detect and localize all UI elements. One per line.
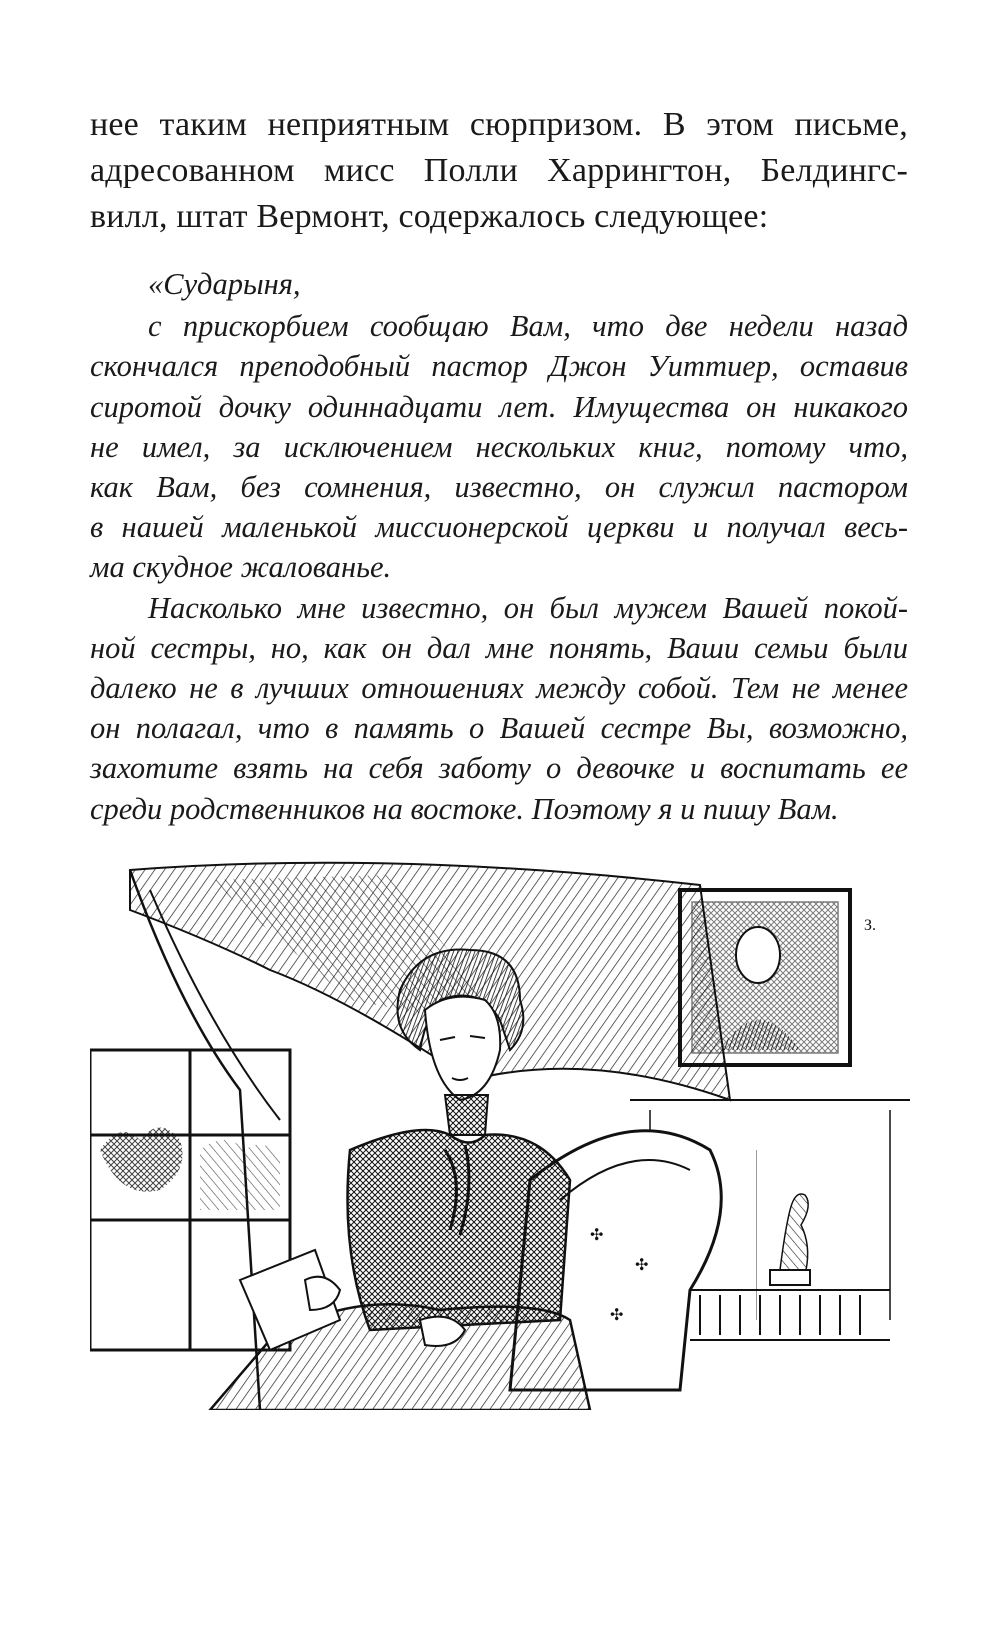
illustration-drawing (90, 850, 910, 1410)
artist-signature: З. (864, 917, 877, 934)
text-line: вилл, штат Вермонт, содержалось следующее: (90, 198, 769, 235)
text-line: он полагал, что в память о Вашей сестре Вы, возможно, (90, 711, 908, 746)
text-line: скончался преподобный пастор Джон Уиттиер, оставив (90, 349, 908, 384)
svg-text:✣: ✣ (635, 1257, 649, 1274)
text-line: далеко не в лучших отношениях между собой. Тем не менее (90, 671, 908, 706)
text-line: сиротой дочку одиннадцати лет. Имущества он никакого (90, 389, 908, 424)
page-text (90, 102, 908, 829)
text-line: нее таким неприятным сюрпризом. В этом письме, (90, 106, 908, 143)
text-line: ма скудное жалованье. (90, 550, 392, 585)
text-line: в нашей маленькой миссионерской церкви и получал весь- (90, 510, 908, 545)
text-line: среди родственников на востоке. Поэтому я и пишу Вам. (90, 791, 839, 826)
text-line: захотите взять на себя заботу о девочке и воспитать ее (90, 751, 908, 786)
narrative-paragraph (90, 102, 908, 240)
text-line: не имел, за исключением нескольких книг, потому что, (90, 429, 908, 464)
text-line: адресованном мисс Полли Харрингтон, Белдингс- (90, 152, 908, 189)
letter-text (90, 264, 908, 829)
svg-text:✣: ✣ (610, 1307, 624, 1324)
svg-text:✣: ✣ (590, 1227, 604, 1244)
text-line: ной сестры, но, как он дал мне понять, Ваши семьи были (90, 630, 908, 665)
illustration-woman-reading-letter (90, 850, 910, 1410)
statuette (780, 1194, 808, 1270)
text-line: с прискорбием сообщаю Вам, что две недели назад (148, 309, 908, 344)
text-line: Насколько мне известно, он был мужем Вашей покой- (148, 590, 908, 625)
letter-salutation: «Сударыня, (148, 267, 301, 301)
text-line: как Вам, без сомнения, известно, он служил пастором (90, 470, 908, 505)
wall-portrait (680, 890, 850, 1065)
